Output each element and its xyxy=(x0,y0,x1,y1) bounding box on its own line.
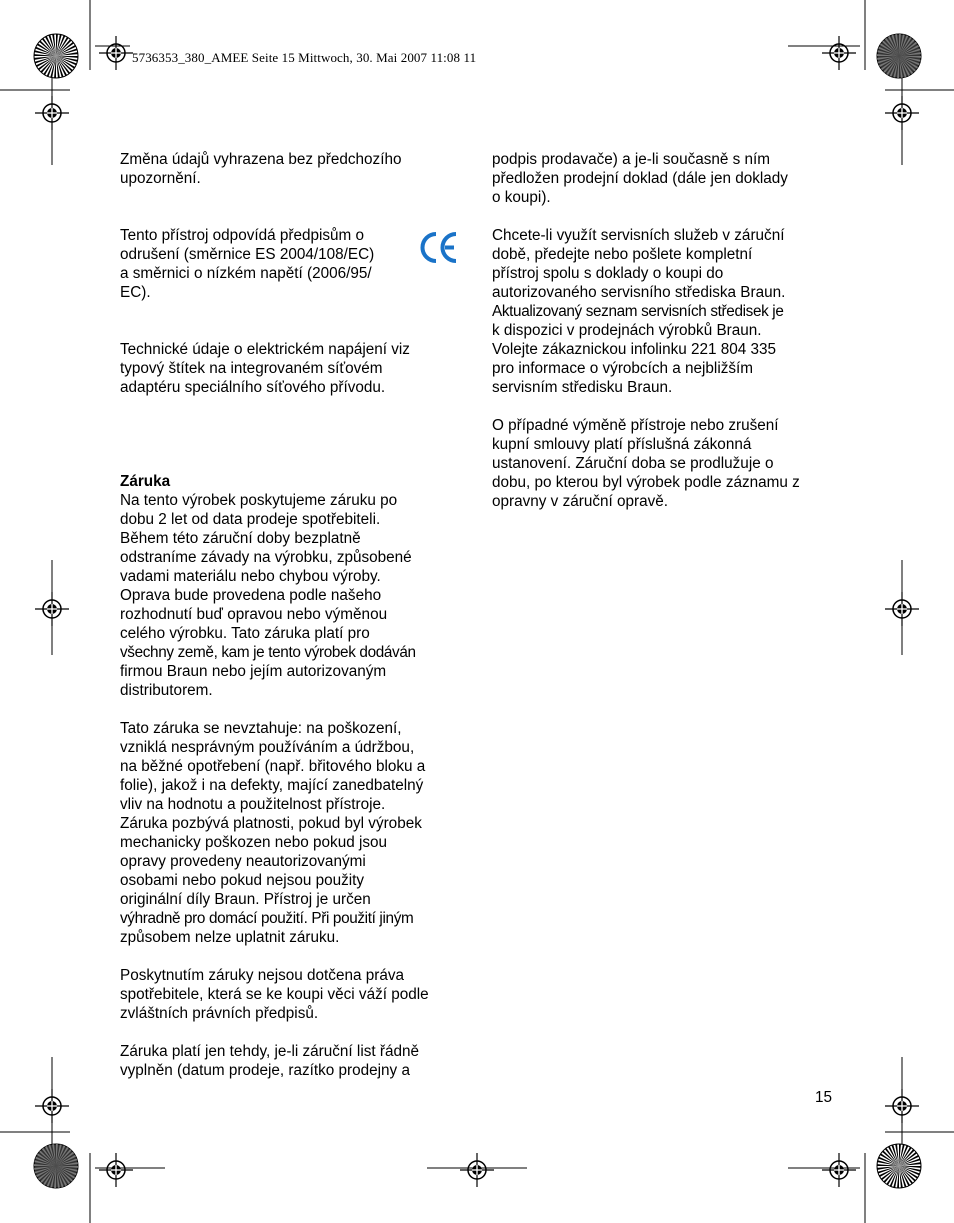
registration-mark-icon xyxy=(35,96,69,130)
warranty-exclusions-tight-line: výhradně pro domácí použití. Při použití jiným xyxy=(120,910,414,927)
warranty-section xyxy=(120,472,465,1080)
starburst-target-icon xyxy=(877,34,921,78)
starburst-target-icon xyxy=(34,1144,78,1188)
registration-mark-icon xyxy=(99,1153,133,1187)
ce-mark-icon xyxy=(418,228,460,273)
registration-mark-icon xyxy=(35,1089,69,1123)
registration-mark-icon xyxy=(35,592,69,626)
print-slug-header: 5736353_380_AMEE Seite 15 Mittwoch, 30. Mai 2007 11:08 11 xyxy=(132,50,477,65)
warranty-exclusions-paragraph: Tato záruka se nevztahuje: na poškození, vzniklá nesprávným používáním a údržbou, na běžné opotřebení (např. břitového bloku a folie), jakož i na defekty, mající zanedbatelný vliv na hodnotu a použitelnost přístroje. Záruka pozbývá platnosti, pokud byl výrobek mechanicky poškozen nebo pokud jsou opravy provedeny neautorizovanými osobami nebo pokud nejsou použity originální díly Braun. Přístroj je určen xyxy=(120,720,426,908)
consumer-rights-paragraph: Poskytnutím záruky nejsou dotčena práva spotřebitele, která se ke koupi věci váží podle zvláštních právních předpisů. xyxy=(120,967,429,1022)
service-paragraph-tight-line: Aktualizovaný seznam servisních středisek je xyxy=(492,303,784,320)
warranty-paragraph-1-tight-line: všechny země, kam je tento výrobek dodáván xyxy=(120,644,416,661)
technical-data-paragraph xyxy=(120,340,465,397)
warranty-paragraph-1-end: firmou Braun nebo jejím autorizovaným distributorem. xyxy=(120,663,387,699)
registration-mark-icon xyxy=(99,36,133,70)
technical-data-text: Technické údaje o elektrickém napájení viz typový štítek na integrovaném síťovém adaptéru speciálního síťového přívodu. xyxy=(120,341,410,396)
registration-mark-icon xyxy=(822,1153,856,1187)
registration-mark-icon xyxy=(885,592,919,626)
warranty-heading: Záruka xyxy=(120,473,171,490)
service-paragraph-end: k dispozici v prodejnách výrobků Braun. Volejte zákaznickou infolinku 221 804 335 pro informace o výrobcích a nejbližším servisním středisku Braun. xyxy=(492,322,777,396)
registration-mark-icon xyxy=(885,96,919,130)
replacement-paragraph: O případné výměně přístroje nebo zrušení kupní smlouvy platí příslušná zákonná ustanovení. Záruční doba se prodlužuje o dobu, po kterou byl výrobek podle záznamu z opravny v záruční opravě. xyxy=(492,417,800,510)
right-column xyxy=(492,150,837,511)
left-column xyxy=(120,150,465,188)
registration-mark-icon xyxy=(822,36,856,70)
warranty-exclusions-end: způsobem nelze uplatnit záruku. xyxy=(120,929,340,946)
warranty-validity-paragraph: Záruka platí jen tehdy, je-li záruční list řádně vyplněn (datum prodeje, razítko prodejny a xyxy=(120,1043,419,1079)
registration-mark-icon xyxy=(460,1153,494,1187)
compliance-paragraph xyxy=(120,226,420,302)
starburst-target-icon xyxy=(877,1144,921,1188)
starburst-target-icon xyxy=(34,34,78,78)
compliance-text: Tento přístroj odpovídá předpisům o odrušení (směrnice ES 2004/108/EC) a směrnici o nízkém napětí (2006/95/ EC). xyxy=(120,227,375,301)
page-number: 15 xyxy=(815,1089,833,1106)
warranty-paragraph-1: Na tento výrobek poskytujeme záruku po dobu 2 let od data prodeje spotřebiteli. Během této záruční doby bezplatně odstraníme závady na výrobku, způsobené vadami materiálu nebo chybou výroby. Oprava bude provedena podle našeho rozhodnutí buď opravou nebo výměnou celého výrobku. Tato záruka platí pro xyxy=(120,492,412,642)
proof-of-purchase-paragraph: podpis prodavače) a je-li současně s ním předložen prodejní doklad (dále jen doklady o koupi). xyxy=(492,151,788,206)
service-paragraph: Chcete-li využít servisních služeb v záruční době, předejte nebo pošlete kompletní přístroj spolu s doklady o koupi do autorizovaného servisního střediska Braun. xyxy=(492,227,786,301)
change-notice: Změna údajů vyhrazena bez předchozího upozornění. xyxy=(120,151,402,187)
registration-mark-icon xyxy=(885,1089,919,1123)
